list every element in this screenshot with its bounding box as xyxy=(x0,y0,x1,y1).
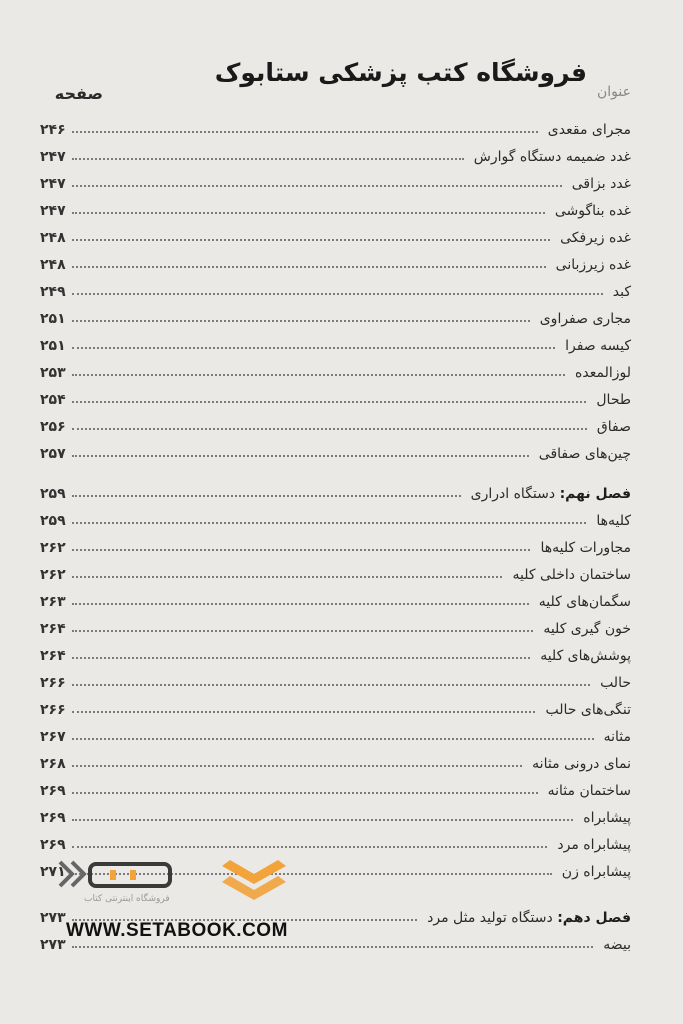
toc-page-number: ۲۵۶ xyxy=(40,419,66,435)
leader-dots xyxy=(72,576,502,578)
toc-entry-title: ساختمان مثانه xyxy=(547,783,631,799)
leader-dots xyxy=(72,212,545,214)
leader-dots xyxy=(72,131,538,133)
toc-row xyxy=(40,195,631,219)
logo-chevrons-icon xyxy=(222,860,286,900)
toc-entry-title: چین‌های صفاقی xyxy=(538,446,631,462)
toc-page-number: ۲۴۶ xyxy=(40,122,66,138)
toc-page-number: ۲۴۷ xyxy=(40,149,66,165)
leader-dots xyxy=(72,428,587,430)
leader-dots xyxy=(72,239,550,241)
leader-dots xyxy=(72,684,590,686)
toc-entry-title: حالب xyxy=(600,675,631,691)
toc-page-number: ۲۶۶ xyxy=(40,675,66,691)
toc-entry-title: مجرای مقعدی xyxy=(547,122,631,138)
leader-dots xyxy=(72,455,529,457)
toc-page-number: ۲۶۳ xyxy=(40,594,66,610)
watermark-subtitle: فروشگاه اینترنتی کتاب xyxy=(84,894,170,904)
toc-entry-title: غده زیرزبانی xyxy=(555,257,631,273)
toc-entry-title: ساختمان داخلی کلیه xyxy=(512,567,631,583)
toc-page-number: ۲۵۱ xyxy=(40,338,66,354)
toc-page-number: ۲۴۷ xyxy=(40,203,66,219)
toc-entry-title: صفاق xyxy=(596,419,631,435)
toc-page-number: ۲۶۶ xyxy=(40,702,66,718)
toc-row xyxy=(40,802,631,826)
toc-row xyxy=(40,559,631,583)
toc-entry-title: کیسه صفرا xyxy=(565,338,631,354)
toc-page-number: ۲۶۲ xyxy=(40,567,66,583)
toc-entry-title: پیشابراه مرد xyxy=(557,837,631,853)
toc-row xyxy=(40,748,631,772)
logo-arrows-icon xyxy=(60,862,84,886)
toc-page-number: ۲۶۷ xyxy=(40,729,66,745)
watermark-url: WWW.SETABOOK.COM xyxy=(66,920,288,941)
toc-page-number: ۲۶۴ xyxy=(40,648,66,664)
toc-row xyxy=(40,721,631,745)
toc-row xyxy=(40,303,631,327)
toc-entry-title: پیشابراه زن xyxy=(561,864,631,880)
toc-entry-title: کبد xyxy=(612,284,631,300)
toc-row xyxy=(40,694,631,718)
toc-row xyxy=(40,505,631,529)
toc-row xyxy=(40,276,631,300)
leader-dots xyxy=(72,522,586,524)
toc-row xyxy=(40,613,631,637)
leader-dots xyxy=(72,630,533,632)
toc-entry-title: پیشابراه xyxy=(583,810,631,826)
toc-page-number: ۲۶۲ xyxy=(40,540,66,556)
leader-dots xyxy=(72,603,529,605)
store-title: فروشگاه کتب پزشکی ستابوک xyxy=(214,58,587,87)
toc-entry-title: سگمان‌های کلیه xyxy=(538,594,631,610)
logo-wordmark-icon xyxy=(90,864,170,886)
title-column-header: عنوان xyxy=(597,84,631,100)
toc-entry-title: طحال xyxy=(596,392,631,408)
leader-dots xyxy=(72,374,565,376)
leader-dots xyxy=(72,819,573,821)
chapter-label: فصل نهم: xyxy=(559,486,631,502)
toc-page-number: ۲۵۱ xyxy=(40,311,66,327)
toc-row xyxy=(40,667,631,691)
leader-dots xyxy=(72,765,522,767)
toc-entry-title: غدد بزاقی xyxy=(571,176,631,192)
toc-entry-title: لوزالمعده xyxy=(575,365,631,381)
toc-row xyxy=(40,586,631,610)
leader-dots xyxy=(72,792,538,794)
toc-page-number: ۲۴۹ xyxy=(40,284,66,300)
toc-page-number: ۲۴۸ xyxy=(40,257,66,273)
toc-page-number: ۲۵۴ xyxy=(40,392,66,408)
toc-entry-title: غده زیرفکی xyxy=(560,230,631,246)
toc-entry-title: غدد ضمیمه دستگاه گوارش xyxy=(473,149,631,165)
toc-entry-title: غده بناگوشی xyxy=(554,203,631,219)
toc-entry-title: کلیه‌ها xyxy=(596,513,631,529)
toc-row xyxy=(40,411,631,435)
toc-row xyxy=(40,438,631,462)
leader-dots xyxy=(72,158,464,160)
toc-row xyxy=(40,249,631,273)
toc-entry-title xyxy=(423,910,631,926)
leader-dots xyxy=(72,657,530,659)
toc-page-number: ۲۵۳ xyxy=(40,365,66,381)
toc-page-number: ۲۶۹ xyxy=(40,810,66,826)
toc-row xyxy=(40,357,631,381)
toc-page-number: ۲۴۸ xyxy=(40,230,66,246)
chapter-title: دستگاه ادراری xyxy=(470,486,560,502)
toc-page-number: ۲۵۹ xyxy=(40,513,66,529)
toc-entry-title: تنگی‌های حالب xyxy=(545,702,631,718)
toc-entry-title: بیضه xyxy=(603,937,631,953)
toc-entry-title xyxy=(467,486,631,502)
toc-chapter-row xyxy=(40,478,631,502)
leader-dots xyxy=(72,293,603,295)
toc-page-number: ۲۷۱ xyxy=(40,864,66,880)
toc-row xyxy=(40,775,631,799)
leader-dots xyxy=(72,846,547,848)
leader-dots xyxy=(72,320,530,322)
toc-row xyxy=(40,222,631,246)
toc-page-number: ۲۷۳ xyxy=(40,910,66,926)
toc-entry-title: پوشش‌های کلیه xyxy=(540,648,631,664)
toc-page-number: ۲۶۴ xyxy=(40,621,66,637)
toc-page-number: ۲۶۹ xyxy=(40,837,66,853)
toc-page-number: ۲۴۷ xyxy=(40,176,66,192)
chapter-label: فصل دهم: xyxy=(557,910,631,926)
toc-page-number: ۲۵۷ xyxy=(40,446,66,462)
leader-dots xyxy=(72,711,535,713)
toc-entry-title: مجاورات کلیه‌ها xyxy=(540,540,631,556)
toc-row xyxy=(40,330,631,354)
toc-row xyxy=(40,829,631,853)
leader-dots xyxy=(72,738,594,740)
leader-dots xyxy=(72,185,562,187)
page-column-header: صفحه xyxy=(54,84,103,103)
toc-page-number: ۲۶۹ xyxy=(40,783,66,799)
toc-row xyxy=(40,384,631,408)
toc-entry-title: نمای درونی مثانه xyxy=(532,756,631,772)
toc-row xyxy=(40,141,631,165)
toc-entry-title: مجاری صفراوی xyxy=(539,311,631,327)
toc-entry-title: خون گیری کلیه xyxy=(543,621,631,637)
toc-page-number: ۲۷۳ xyxy=(40,937,66,953)
toc-row xyxy=(40,114,631,138)
chapter-title: دستگاه تولید مثل مرد xyxy=(427,910,558,926)
toc-entry-title: مثانه xyxy=(603,729,631,745)
leader-dots xyxy=(72,549,530,551)
leader-dots xyxy=(72,266,546,268)
leader-dots xyxy=(72,347,555,349)
toc-row xyxy=(40,640,631,664)
toc-page-number: ۲۵۹ xyxy=(40,486,66,502)
toc-page-number: ۲۶۸ xyxy=(40,756,66,772)
toc-row xyxy=(40,168,631,192)
toc-row xyxy=(40,532,631,556)
leader-dots xyxy=(72,401,586,403)
leader-dots xyxy=(72,946,593,948)
leader-dots xyxy=(72,495,461,497)
